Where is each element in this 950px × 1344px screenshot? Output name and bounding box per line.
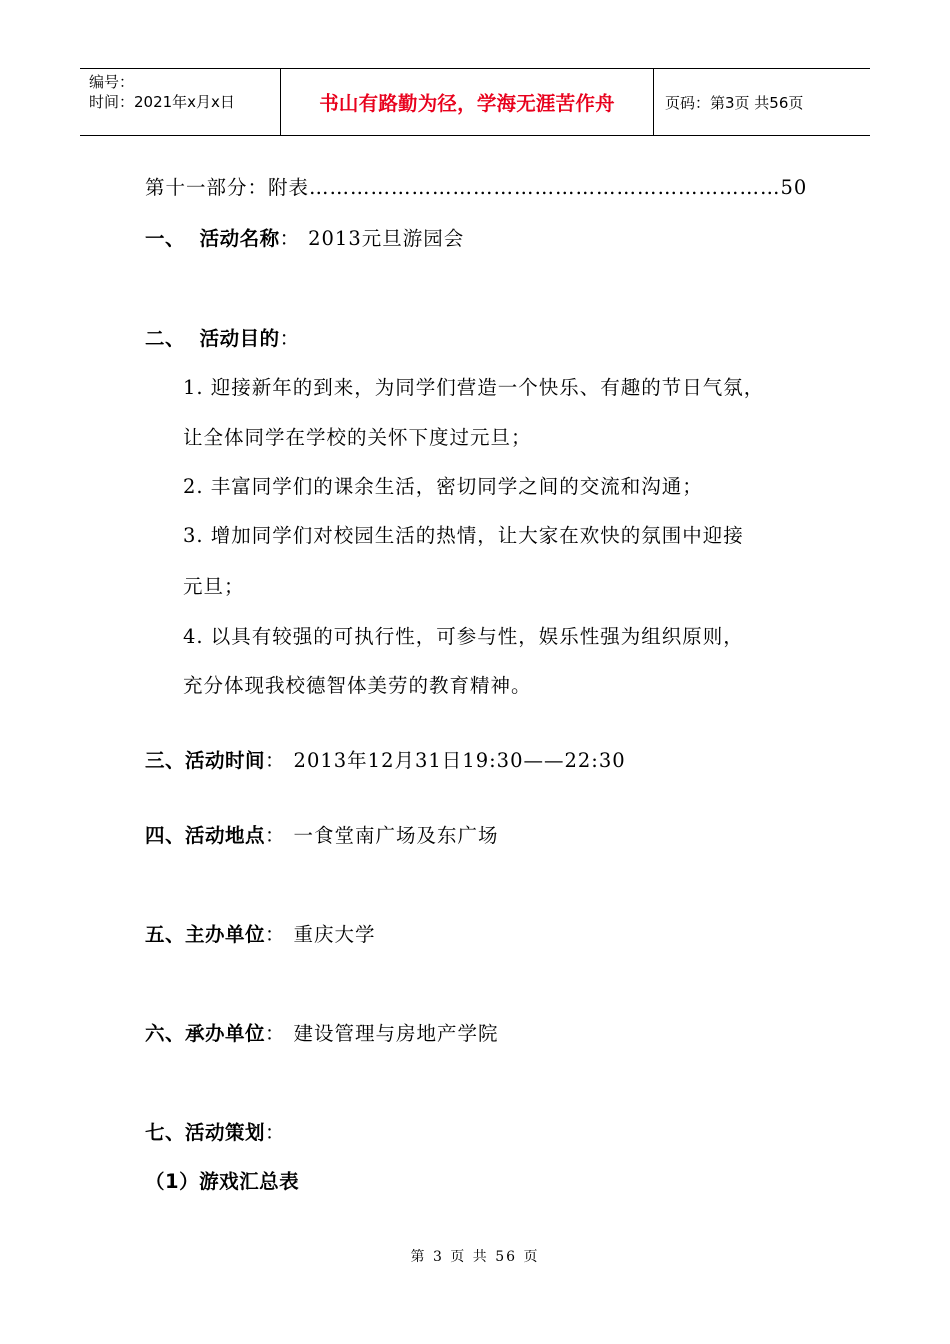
section-6 [145, 1018, 499, 1046]
document-number-label: 编号： [89, 73, 135, 91]
section-content: 建设管理与房地产学院 [293, 1022, 499, 1045]
section-heading: 六、承办单位 [145, 1022, 266, 1045]
header-motto: 书山有路勤为径，学海无涯苦作舟 [319, 92, 615, 115]
section-heading: 五、主办单位 [145, 923, 266, 946]
section-2 [145, 323, 300, 351]
section-sep: ： [265, 923, 286, 946]
section-heading: 三、活动时间 [145, 749, 266, 772]
header-motto-cell [281, 69, 654, 135]
section-sep: ： [265, 824, 286, 847]
section-sep: ： [265, 749, 286, 772]
header-page-number: 页码：第3页 共56页 [665, 93, 804, 112]
section-7 [145, 1117, 286, 1145]
section-sep: ： [279, 227, 301, 250]
document-date: 时间：2021年x月x日 [89, 93, 235, 111]
section-sep: ： [265, 1121, 286, 1144]
purpose-line: 1. 迎接新年的到来，为同学们营造一个快乐、有趣的节日气氛， [183, 376, 765, 399]
purpose-line: 2. 丰富同学们的课余生活，密切同学之间的交流和沟通； [183, 475, 703, 498]
purpose-line: 让全体同学在学校的关怀下度过元旦； [183, 426, 532, 449]
page-footer: 第 3 页 共 56 页 [410, 1249, 540, 1265]
section-1 [145, 223, 464, 251]
section-3 [145, 745, 626, 773]
section-sep: ： [265, 1022, 286, 1045]
section-4 [145, 820, 499, 848]
section-heading: 七、活动策划 [145, 1121, 266, 1144]
purpose-line: 充分体现我校德智体美劳的教育精神。 [183, 674, 532, 697]
section-heading: 二、 活动目的 [145, 327, 280, 350]
section-heading: 四、活动地点 [145, 824, 266, 847]
header-meta [80, 69, 281, 135]
toc-label: 第十一部分：附表 [145, 176, 310, 199]
subheading: （1）游戏汇总表 [145, 1170, 300, 1193]
section-heading: 一、 活动名称 [145, 227, 280, 250]
purpose-line: 元旦； [183, 575, 245, 598]
toc-dots: …………………………………………………………… [309, 176, 781, 199]
page-header [80, 68, 870, 136]
section-content: 2013年12月31日19:30——22:30 [293, 749, 626, 772]
section-sep: ： [279, 327, 301, 350]
section-content: 重庆大学 [293, 923, 376, 946]
section-content: 2013元旦游园会 [308, 227, 465, 250]
purpose-line: 4. 以具有较强的可执行性，可参与性，娱乐性强为组织原则， [183, 625, 744, 648]
toc-page: 50 [780, 176, 808, 199]
purpose-line: 3. 增加同学们对校园生活的热情，让大家在欢快的氛围中迎接 [183, 524, 744, 547]
section-5 [145, 919, 376, 947]
toc-line [145, 172, 807, 200]
section-content: 一食堂南广场及东广场 [293, 824, 499, 847]
